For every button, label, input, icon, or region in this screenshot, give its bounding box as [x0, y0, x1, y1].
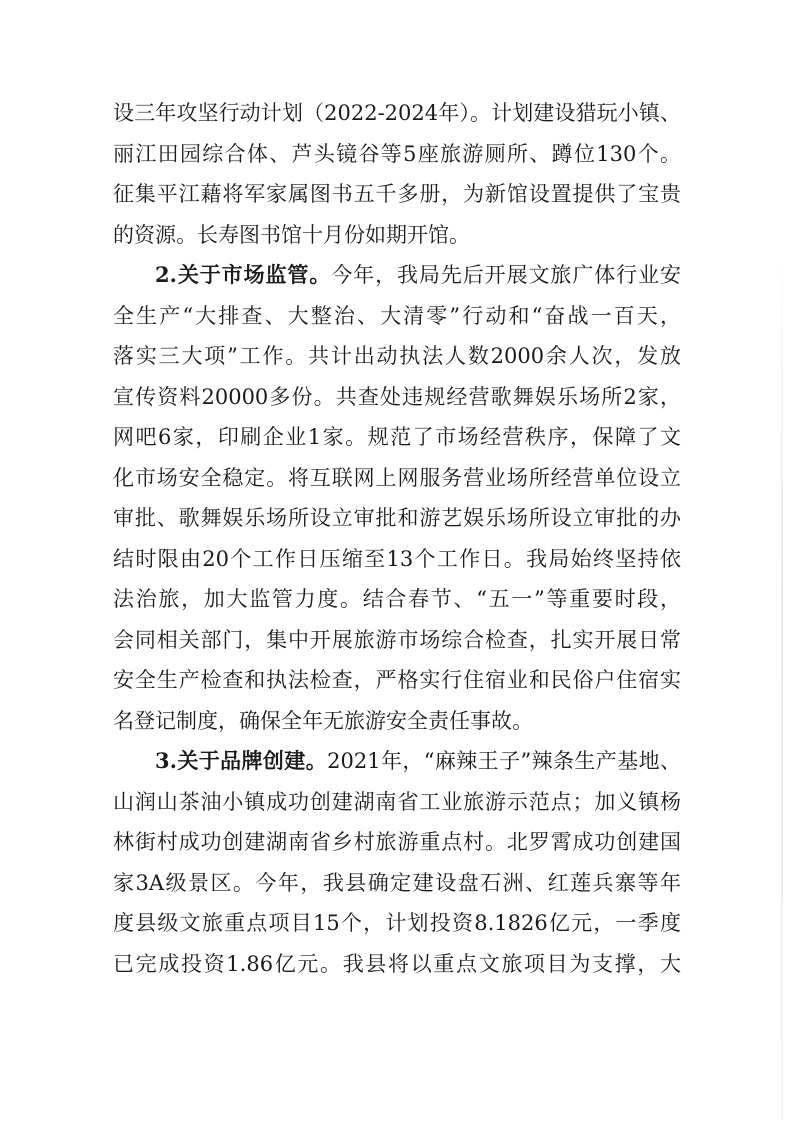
section-heading-brand-creation: 3.关于品牌创建。	[155, 748, 328, 773]
text-line: 法治旅，加大监管力度。结合春节、“五一”等重要时段，	[113, 587, 681, 611]
text-line: 设三年攻坚行动计划（2022-2024年）。计划建设猎玩小镇、	[113, 101, 681, 125]
text-line: 丽江田园综合体、芦头镜谷等5座旅游厕所、蹲位130个。	[113, 141, 681, 166]
text-line: 落实三大项”工作。共计出动执法人数2000余人次，发放	[113, 344, 681, 368]
text-line: 家3A级景区。今年，我县确定建设盘石洲、红莲兵寨等年	[113, 870, 681, 895]
paragraph-market-supervision	[113, 255, 681, 741]
text-line: 宣传资料20000多份。共查处违规经营歌舞娱乐场所2家，	[113, 384, 681, 409]
section-heading-market-supervision: 2.关于市场监管。	[155, 262, 332, 287]
text-line: 名登记制度，确保全年无旅游安全责任事故。	[113, 708, 533, 733]
text-line: 会同相关部门，集中开展旅游市场综合检查，扎实开展日常	[113, 627, 681, 652]
text-line	[113, 255, 681, 296]
text-line: 林街村成功创建湖南省乡村旅游重点村。北罗霄成功创建国	[113, 830, 681, 854]
text-line: 结时限由20个工作日压缩至13个工作日。我局始终坚持依	[113, 546, 681, 571]
paragraph-brand-creation	[113, 741, 681, 984]
text-line: 的资源。长寿图书馆十月份如期开馆。	[113, 222, 470, 247]
text-line: 网吧6家，印刷企业1家。规范了市场经营秩序，保障了文	[113, 425, 681, 449]
text-line: 全生产“大排查、大整治、大清零”行动和“奋战一百天，	[113, 303, 681, 328]
text-line: 度县级文旅重点项目15个，计划投资8.1826亿元，一季度	[113, 911, 681, 935]
scan-edge-shadow	[781, 240, 783, 1120]
paragraph-tourism-facilities	[113, 93, 681, 255]
text-line: 已完成投资1.86亿元。我县将以重点文旅项目为支撑，大	[113, 951, 681, 976]
document-body	[113, 93, 681, 984]
text-run: 今年，我局先后开展文旅广体行业安	[331, 263, 681, 287]
text-line	[113, 741, 681, 782]
text-run: 2021年，“麻辣王子”辣条生产基地、	[327, 749, 681, 773]
text-line: 征集平江藉将军家属图书五千多册，为新馆设置提供了宝贵	[113, 182, 681, 206]
text-line: 审批、歌舞娱乐场所设立审批和游艺娱乐场所设立审批的办	[113, 506, 681, 530]
text-line: 化市场安全稳定。将互联网上网服务营业场所经营单位设立	[113, 465, 681, 490]
text-line: 山润山茶油小镇成功创建湖南省工业旅游示范点；加义镇杨	[113, 789, 681, 814]
text-line: 安全生产检查和执法检查，严格实行住宿业和民俗户住宿实	[113, 668, 681, 692]
